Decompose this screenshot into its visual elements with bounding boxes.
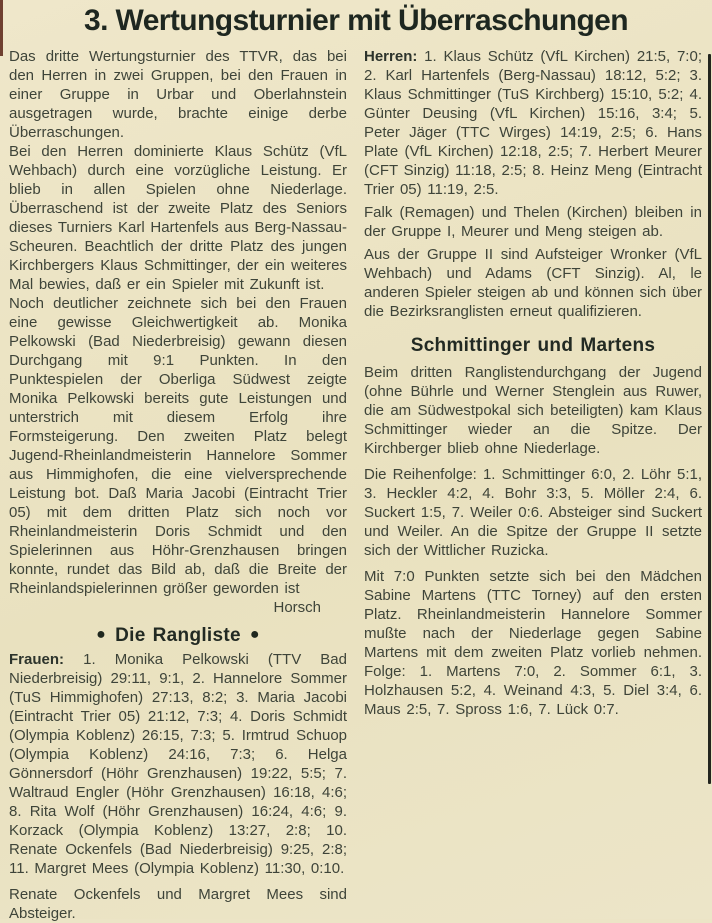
intro-paragraph: Das dritte Wertungsturnier des TTVR, das bei den Herren in zwei Gruppen, bei den Frauen in einer Gruppe in Urbar und Oberlahnstein ausgetragen wurde, brachte einige derbe Überraschungen.: [9, 48, 347, 141]
herren-ranking-paragraph: [364, 47, 702, 199]
rangliste-heading: [9, 626, 347, 646]
frauen-ranking-paragraph: [9, 650, 347, 878]
jugend-paragraph: Beim dritten Ranglistendurchgang der Jugend (ohne Bührle und Werner Stenglein aus Ruwer, die am Südwestpokal sich beteiligten) kam Klaus Schmittinger wieder an die Spitze. Der Kirchberger blieb ohne Niederlage.: [364, 364, 702, 457]
scan-edge-mark: [0, 0, 3, 56]
article-columns: [9, 47, 703, 923]
frauen-label: Frauen:: [9, 651, 65, 668]
bullet-icon: ●: [96, 626, 107, 643]
rangliste-heading-label: Die Rangliste: [115, 625, 241, 646]
reihenfolge-paragraph: Die Reihenfolge: 1. Schmittinger 6:0, 2. Löhr 5:1, 3. Heckler 4:2, 4. Bohr 3:3, 5. Möller 2:4, 6. Suckert 1:5, 7. Weiler 0:6. Absteiger sind Suckert und Weiler. An die Spitze der Gruppe II setzte sich der Wittlicher Ruzicka.: [364, 466, 702, 559]
gruppe2-paragraph: Aus der Gruppe II sind Aufsteiger Wronker (VfL Wehbach) und Adams (CFT Sinzig). Al, le anderen Spieler steigen ab und können sich über die Bezirksranglisten erneut qualifizieren.: [364, 246, 702, 320]
column-divider-rule: [708, 54, 711, 784]
herren-report-paragraph: Bei den Herren dominierte Klaus Schütz (VfL Wehbach) durch eine vorzügliche Leistung. Er blieb in allen Spielen ohne Niederlage. Überraschend ist der zweite Platz des Seniors dieses Turniers Karl Hartenfels aus Berg-Nassau-Scheuren. Beachtlich der dritte Platz des jungen Kirchbergers Klaus Schmittinger, der ein weiteres Mal bewies, daß er ein Spieler mit Zukunft ist.: [9, 143, 347, 293]
gruppe1-paragraph: Falk (Remagen) und Thelen (Kirchen) bleiben in der Gruppe I, Meurer und Meng steigen ab.: [364, 204, 702, 240]
author-signature: Horsch: [273, 599, 321, 616]
maedchen-paragraph: Mit 7:0 Punkten setzte sich bei den Mädchen Sabine Martens (TTC Torney) auf den ersten Platz. Rheinlandmeisterin Hannelore Sommer mußte nach der Niederlage gegen Sabine Martens mit dem zweiten Platz vorlieb nehmen. Folge: 1. Martens 7:0, 2. Sommer 6:1, 3. Holzhausen 5:2, 4. Weinand 4:3, 5. Diel 3:4, 6. Maus 2:5, 7. Spross 1:6, 7. Lück 0:7.: [364, 568, 702, 718]
absteiger-note: Renate Ockenfels und Margret Mees sind Absteiger.: [9, 886, 347, 922]
frauen-ranking-text: 1. Monika Pelkowski (TTV Bad Niederbreisig) 29:11, 9:1, 2. Hannelore Sommer (TuS Himmighofen) 27:13, 8:2; 3. Maria Jacobi (Eintracht Trier 05) 21:12, 7:3; 4. Doris Schmidt (Olympia Koblenz) 26:15, 7:3; 5. Irmtrud Schuop (Olympia Koblenz) 24:16, 7:3; 6. Helga Gönnersdorf (Höhr Grenzhausen) 19:22, 5:5; 7. Waltraud Engler (Höhr Grenzhausen) 16:18, 4:6; 8. Rita Wolf (Höhr Grenzhausen) 16:24, 4:6; 9. Korzack (Olympia Koblenz) 13:27, 2:8; 10. Renate Ockenfels (Bad Niederbreisig) 9:25, 2:8; 11. Margret Mees (Olympia Koblenz) 11:30, 0:10.: [9, 651, 347, 877]
subheading-schmittinger-martens: Schmittinger und Martens: [410, 335, 656, 356]
right-column: [364, 47, 702, 923]
herren-ranking-text: 1. Klaus Schütz (VfL Kirchen) 21:5, 7:0; 2. Karl Hartenfels (Berg-Nassau) 18:12, 5:2; 3. Klaus Schmittinger (TuS Kirchberg) 15:10, 5:2; 4. Günter Deusing (VfL Kirchen) 15:16, 3:4; 5. Peter Jäger (TTC Wirges) 14:19, 2:5; 6. Hans Plate (VfL Kirchen) 12:18, 2:5; 7. Herbert Meurer (CFT Sinzig) 11:18, 2:5; 8. Heinz Meng (Eintracht Trier 05) 11:19, 2:5.: [364, 48, 702, 198]
left-column: [9, 47, 347, 923]
frauen-report-paragraph: Noch deutlicher zeichnete sich bei den Frauen eine gewisse Gleichwertigkeit ab. Monika Pelkowski (Bad Niederbreisig) gewann diesen Durchgang mit 9:1 Punkten. In den Punktespielen der Oberliga Südwest zeigte Monika Pelkowski bereits gute Leistungen und unterstrich mit diesem Erfolg ihre Formsteigerung. Den zweiten Platz belegt Jugend-Rheinlandmeisterin Hannelore Sommer aus Himmighofen, die eine vielversprechende Leistung bot. Daß Maria Jacobi (Eintracht Trier 05) mit dem dritten Platz sich noch vor Rheinlandmeisterin Doris Schmidt und den Spielerinnen aus Höhr-Grenzhausen bringen konnte, rundet das Bild ab, daß die Breite der Rheinlandspielerinnen größer geworden ist: [9, 295, 347, 597]
herren-label: Herren:: [364, 48, 418, 65]
article-title: 3. Wertungsturnier mit Überraschungen: [83, 4, 628, 37]
bullet-icon: ●: [249, 626, 260, 643]
